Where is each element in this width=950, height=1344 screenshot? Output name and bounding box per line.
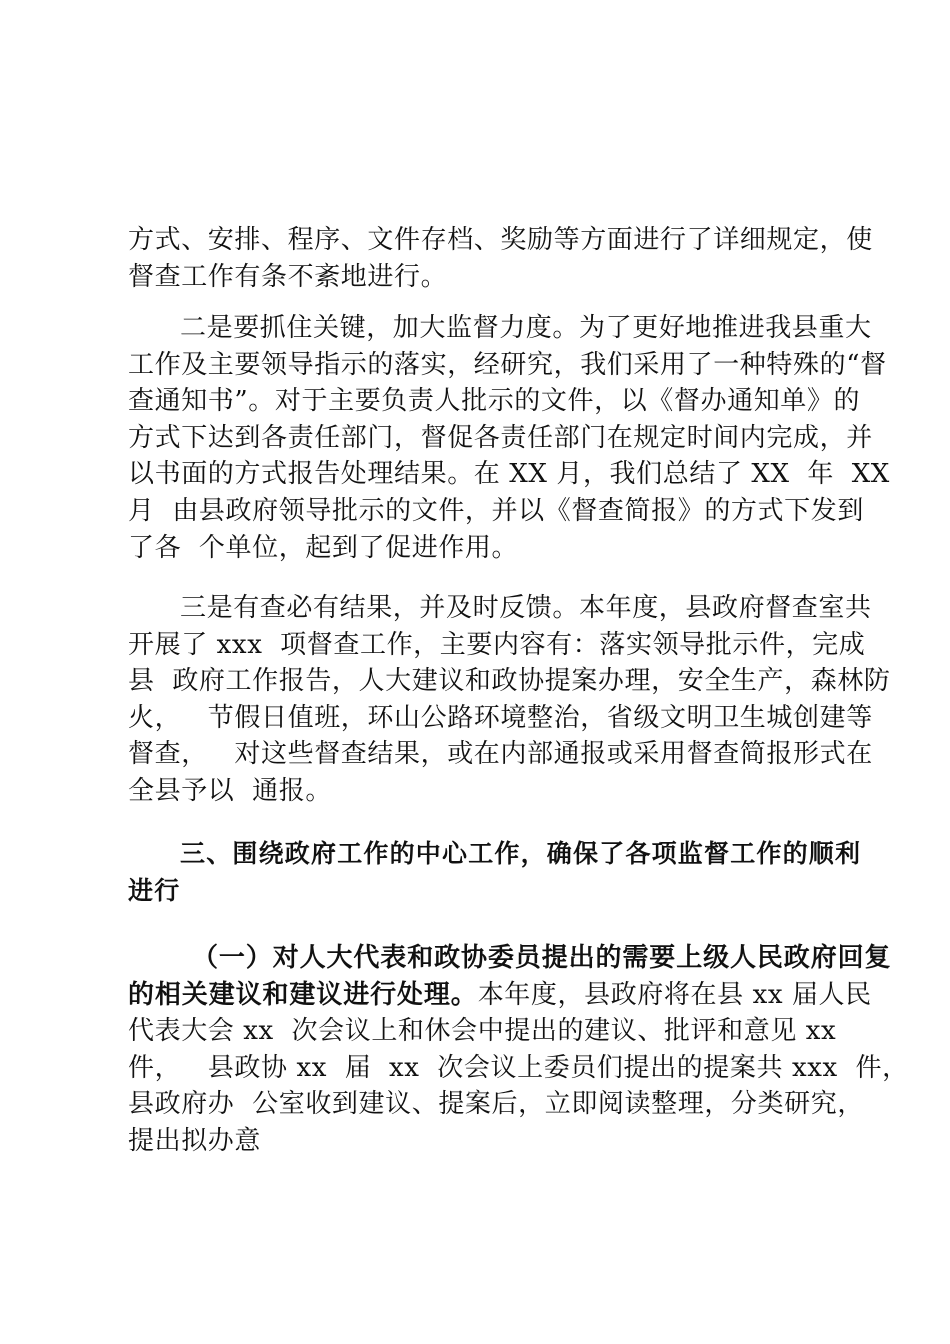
paragraph-supervision-strength [128, 310, 890, 566]
text-line: 以书面的方式报告处理结果。在 XX 月，我们总结了 XX 年 XX [128, 459, 890, 490]
subheading-continued: 的相关建议和建议进行处理。 [128, 979, 478, 1010]
text-run: 本年度，县政府将在县 xx 届人民 [477, 979, 872, 1010]
subheading-line: （一）对人大代表和政协委员提出的需要上级人民政府回复 [192, 943, 892, 973]
text-line: 查通知书”。对于主要负责人批示的文件，以《督办通知单》的 [128, 386, 861, 417]
text-line: 开展了 xxx 项督查工作，主要内容有：落实领导批示件，完成 [128, 629, 866, 660]
heading-line: 进行 [128, 875, 181, 905]
text-line: 方式下达到各责任部门，督促各责任部门在规定时间内完成，并 [128, 422, 873, 453]
section-heading [128, 836, 862, 909]
text-line: 月 由县政府领导批示的文件，并以《督查简报》的方式下发到 [128, 495, 864, 526]
text-line: 件， 县政协 xx 届 xx 次会议上委员们提出的提案共 xxx 件， [128, 1052, 909, 1083]
paragraph-proposals [128, 940, 909, 1160]
text-line: 三是有查必有结果，并及时反馈。本年度，县政府督查室共 [180, 593, 872, 623]
text-line: 提出拟办意 [128, 1125, 262, 1156]
text-line: 督查， 对这些督查结果，或在内部通报或采用督查简报形式在 [128, 739, 873, 770]
text-line: 全县予以 通报。 [128, 775, 332, 806]
text-line: 火， 节假日值班，环山公路环境整治，省级文明卫生城创建等 [128, 702, 873, 733]
text-line: 县 政府工作报告，人大建议和政协提案办理，安全生产，森林防 [128, 666, 891, 697]
text-line [128, 977, 872, 1014]
paragraph-continued [128, 222, 873, 295]
text-line: 方式、安排、程序、文件存档、奖励等方面进行了详细规定，使 [128, 225, 873, 255]
text-line: 督查工作有条不紊地进行。 [128, 261, 448, 292]
heading-line: 三、围绕政府工作的中心工作，确保了各项监督工作的顺利 [180, 839, 862, 868]
text-line: 代表大会 xx 次会议上和休会中提出的建议、批评和意见 xx [128, 1016, 837, 1047]
text-line: 县政府办 公室收到建议、提案后，立即阅读整理，分类研究， [128, 1089, 864, 1120]
paragraph-feedback [128, 590, 891, 810]
text-line: 工作及主要领导指示的落实，经研究，我们采用了一种特殊的“督 [128, 349, 887, 380]
text-line: 二是要抓住关键，加大监督力度。为了更好地推进我县重大 [180, 313, 872, 343]
text-line: 了各 个单位，起到了促进作用。 [128, 532, 519, 563]
